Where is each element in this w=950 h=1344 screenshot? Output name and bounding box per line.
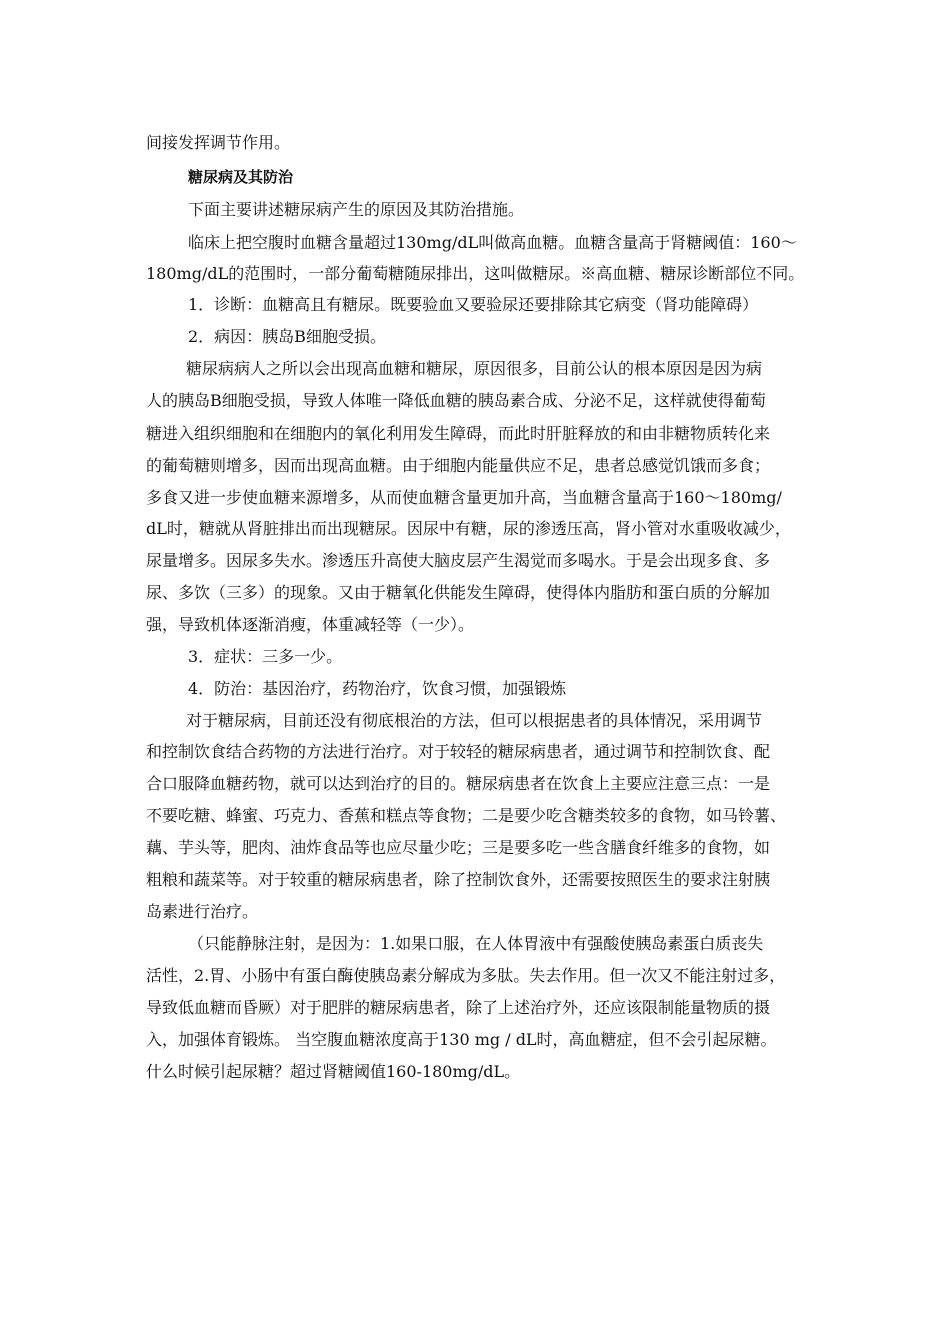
text-line: 临床上把空腹时血糖含量超过130mg/dL叫做高血糖。血糖含量高于肾糖阈值：160～: [188, 233, 797, 252]
section-heading: 糖尿病及其防治: [188, 168, 294, 186]
text-line: 下面主要讲述糖尿病产生的原因及其防治措施。: [188, 200, 525, 219]
text-line: （只能静脉注射，是因为：1.如果口服，在人体胃液中有强酸使胰岛素蛋白质丧失: [188, 934, 764, 953]
text-line: 粗粮和蔬菜等。对于较重的糖尿病患者，除了控制饮食外，还需要按照医生的要求注射胰: [146, 870, 771, 889]
text-line: 不要吃糖、蜂蜜、巧克力、香蕉和糕点等食物；二是要少吃含糖类较多的食物，如马铃薯、: [146, 806, 787, 825]
text-line: 对于糖尿病，目前还没有彻底根治的方法，但可以根据患者的具体情况，采用调节: [186, 711, 763, 730]
text-line: 180mg/dL的范围时，一部分葡萄糖随尿排出，这叫做糖尿。※高血糖、糖尿诊断部位不同。: [146, 264, 805, 283]
list-item: 1．诊断：血糖高且有糖尿。既要验血又要验尿还要排除其它病变（肾功能障碍）: [188, 295, 759, 314]
text-line: 合口服降血糖药物，就可以达到治疗的目的。糖尿病患者在饮食上主要应注意三点：一是: [146, 774, 771, 793]
text-line: 导致低血糖而昏厥）对于肥胖的糖尿病患者，除了上述治疗外，还应该限制能量物质的摄: [146, 998, 771, 1017]
text-line: 尿、多饮（三多）的现象。又由于糖氧化供能发生障碍，使得体内脂肪和蛋白质的分解加: [146, 583, 771, 602]
text-line: 入，加强体育锻炼。 当空腹血糖浓度高于130 mg / dL时，高血糖症，但不会引起尿糖。: [146, 1030, 777, 1049]
text-line: 岛素进行治疗。: [146, 902, 259, 921]
text-line: 糖进入组织细胞和在细胞内的氧化利用发生障碍，而此时肝脏释放的和由非糖物质转化来: [146, 424, 771, 443]
list-item: 2．病因：胰岛B细胞受损。: [188, 327, 386, 346]
list-item: 4．防治：基因治疗，药物治疗，饮食习惯，加强锻炼: [188, 679, 567, 698]
text-line: 什么时候引起尿糖？超过肾糖阈值160-180mg/dL。: [146, 1062, 521, 1081]
text-line: 的葡萄糖则增多，因而出现高血糖。由于细胞内能量供应不足，患者总感觉饥饿而多食；: [146, 456, 771, 475]
text-line: 活性，2.胃、小肠中有蛋白酶使胰岛素分解成为多肽。失去作用。但一次又不能注射过多，: [146, 966, 786, 985]
text-line: 尿量增多。因尿多失水。渗透压升高使大脑皮层产生渴觉而多喝水。于是会出现多食、多: [146, 551, 771, 570]
list-item: 3．症状：三多一少。: [188, 647, 343, 666]
text-line: 人的胰岛B细胞受损，导致人体唯一降低血糖的胰岛素合成、分泌不足，这样就使得葡萄: [146, 391, 766, 410]
text-line: 多食又进一步使血糖来源增多，从而使血糖含量更加升高，当血糖含量高于160～180mg/: [146, 488, 782, 507]
text-line: 间接发挥调节作用。: [146, 133, 291, 152]
text-line: 糖尿病病人之所以会出现高血糖和糖尿，原因很多，目前公认的根本原因是因为病: [186, 359, 763, 378]
text-line: dL时，糖就从肾脏排出而出现糖尿。因尿中有糖，尿的渗透压高，肾小管对水重吸收减少，: [146, 519, 791, 538]
text-line: 强，导致机体逐渐消瘦，体重减轻等（一少）。: [146, 615, 475, 634]
text-line: 藕、芋头等，肥肉、油炸食品等也应尽量少吃；三是要多吃一些含膳食纤维多的食物，如: [146, 838, 771, 857]
text-line: 和控制饮食结合药物的方法进行治疗。对于较轻的糖尿病患者，通过调节和控制饮食、配: [146, 742, 771, 761]
